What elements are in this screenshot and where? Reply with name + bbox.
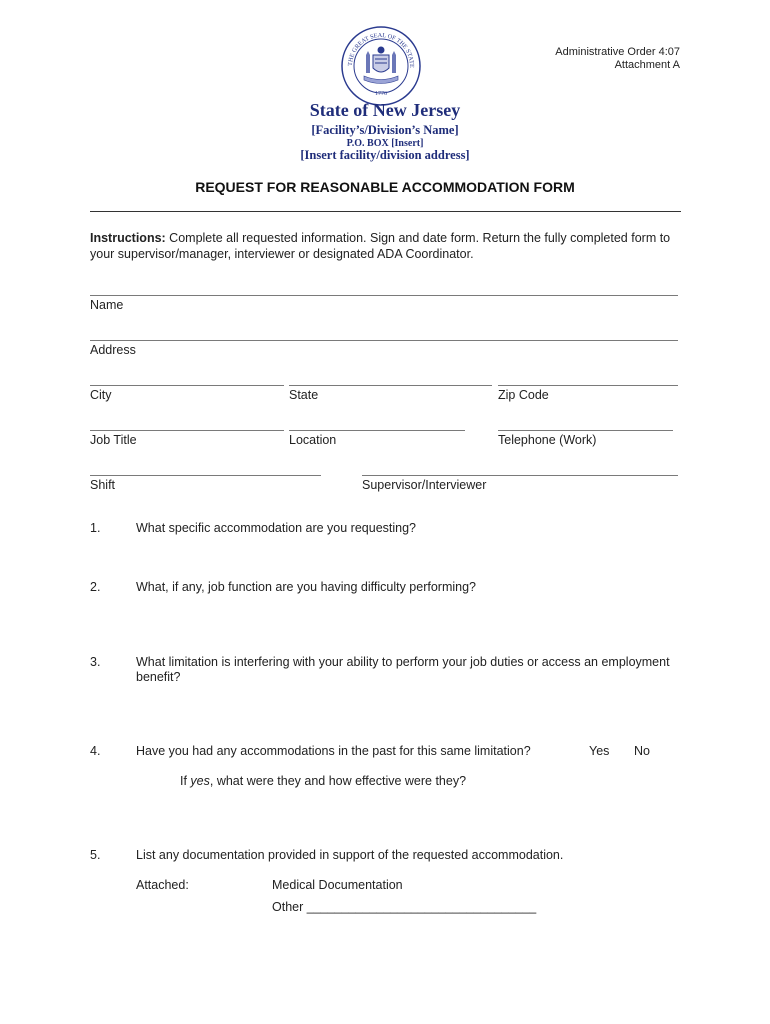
state-seal <box>340 25 422 107</box>
order-line-1: Administrative Order 4:07 <box>555 46 680 58</box>
other-blank[interactable]: _________________________________ <box>306 900 537 914</box>
supervisor-label: Supervisor/Interviewer <box>362 478 487 492</box>
question-1-text: What specific accommodation are you requesting? <box>136 521 417 535</box>
name-line[interactable] <box>90 295 678 296</box>
question-3-number: 3. <box>90 655 101 669</box>
q4-followup-prefix: If <box>180 774 191 788</box>
supervisor-line[interactable] <box>362 475 678 476</box>
facility-address: [Insert facility/division address] <box>300 148 470 162</box>
title-divider <box>90 211 681 212</box>
q4-yes-option[interactable]: Yes <box>589 744 610 758</box>
facility-name: [Facility’s/Division’s Name] <box>311 123 459 137</box>
other-option[interactable] <box>272 900 536 915</box>
question-5-text: List any documentation provided in support of the requested accommodation. <box>136 848 564 862</box>
q4-no-option[interactable]: No <box>634 744 650 758</box>
instructions <box>90 230 685 262</box>
po-box: P.O. BOX [Insert] <box>346 138 424 149</box>
question-2-number: 2. <box>90 580 101 594</box>
question-4-number: 4. <box>90 744 101 758</box>
zip-line[interactable] <box>498 385 678 386</box>
order-line-2: Attachment A <box>614 59 680 71</box>
seal-text: THE GREAT SEAL OF THE STATE <box>346 31 416 68</box>
question-4-text: Have you had any accommodations in the past for this same limitation? <box>136 744 531 758</box>
name-label: Name <box>90 298 124 312</box>
address-line[interactable] <box>90 340 678 341</box>
seal-year: 1776 <box>375 91 387 97</box>
question-2-text: What, if any, job function are you having difficulty performing? <box>136 580 476 594</box>
shift-label: Shift <box>90 478 116 492</box>
medical-documentation-option[interactable]: Medical Documentation <box>272 878 403 892</box>
location-line[interactable] <box>289 430 465 431</box>
state-label: State <box>289 388 319 402</box>
question-3-text: What limitation is interfering with your ability to perform your job duties or access an employment benefit? <box>136 655 670 684</box>
state-title: State of New Jersey <box>309 100 461 120</box>
zip-label: Zip Code <box>498 388 549 402</box>
q4-followup <box>180 774 466 789</box>
telephone-label: Telephone (Work) <box>498 433 597 447</box>
q4-followup-suffix: , what were they and how effective were they? <box>209 774 467 788</box>
job-title-label: Job Title <box>90 433 137 447</box>
instructions-text: Complete all requested information. Sign and date form. Return the fully completed form to your supervisor/manager, interviewer or designated ADA Coordinator. <box>90 231 671 261</box>
shift-line[interactable] <box>90 475 321 476</box>
location-label: Location <box>289 433 337 447</box>
form-title: REQUEST FOR REASONABLE ACCOMMODATION FORM <box>195 179 575 195</box>
attached-label: Attached: <box>136 878 189 892</box>
city-label: City <box>90 388 112 402</box>
telephone-line[interactable] <box>498 430 673 431</box>
question-5-number: 5. <box>90 848 101 862</box>
q4-followup-italic: yes <box>190 774 210 788</box>
question-1-number: 1. <box>90 521 101 535</box>
other-label: Other <box>272 900 304 914</box>
city-line[interactable] <box>90 385 284 386</box>
state-line[interactable] <box>289 385 492 386</box>
job-title-line[interactable] <box>90 430 284 431</box>
administrative-order <box>555 46 680 72</box>
instructions-label: Instructions: <box>90 231 166 245</box>
address-label: Address <box>90 343 136 357</box>
